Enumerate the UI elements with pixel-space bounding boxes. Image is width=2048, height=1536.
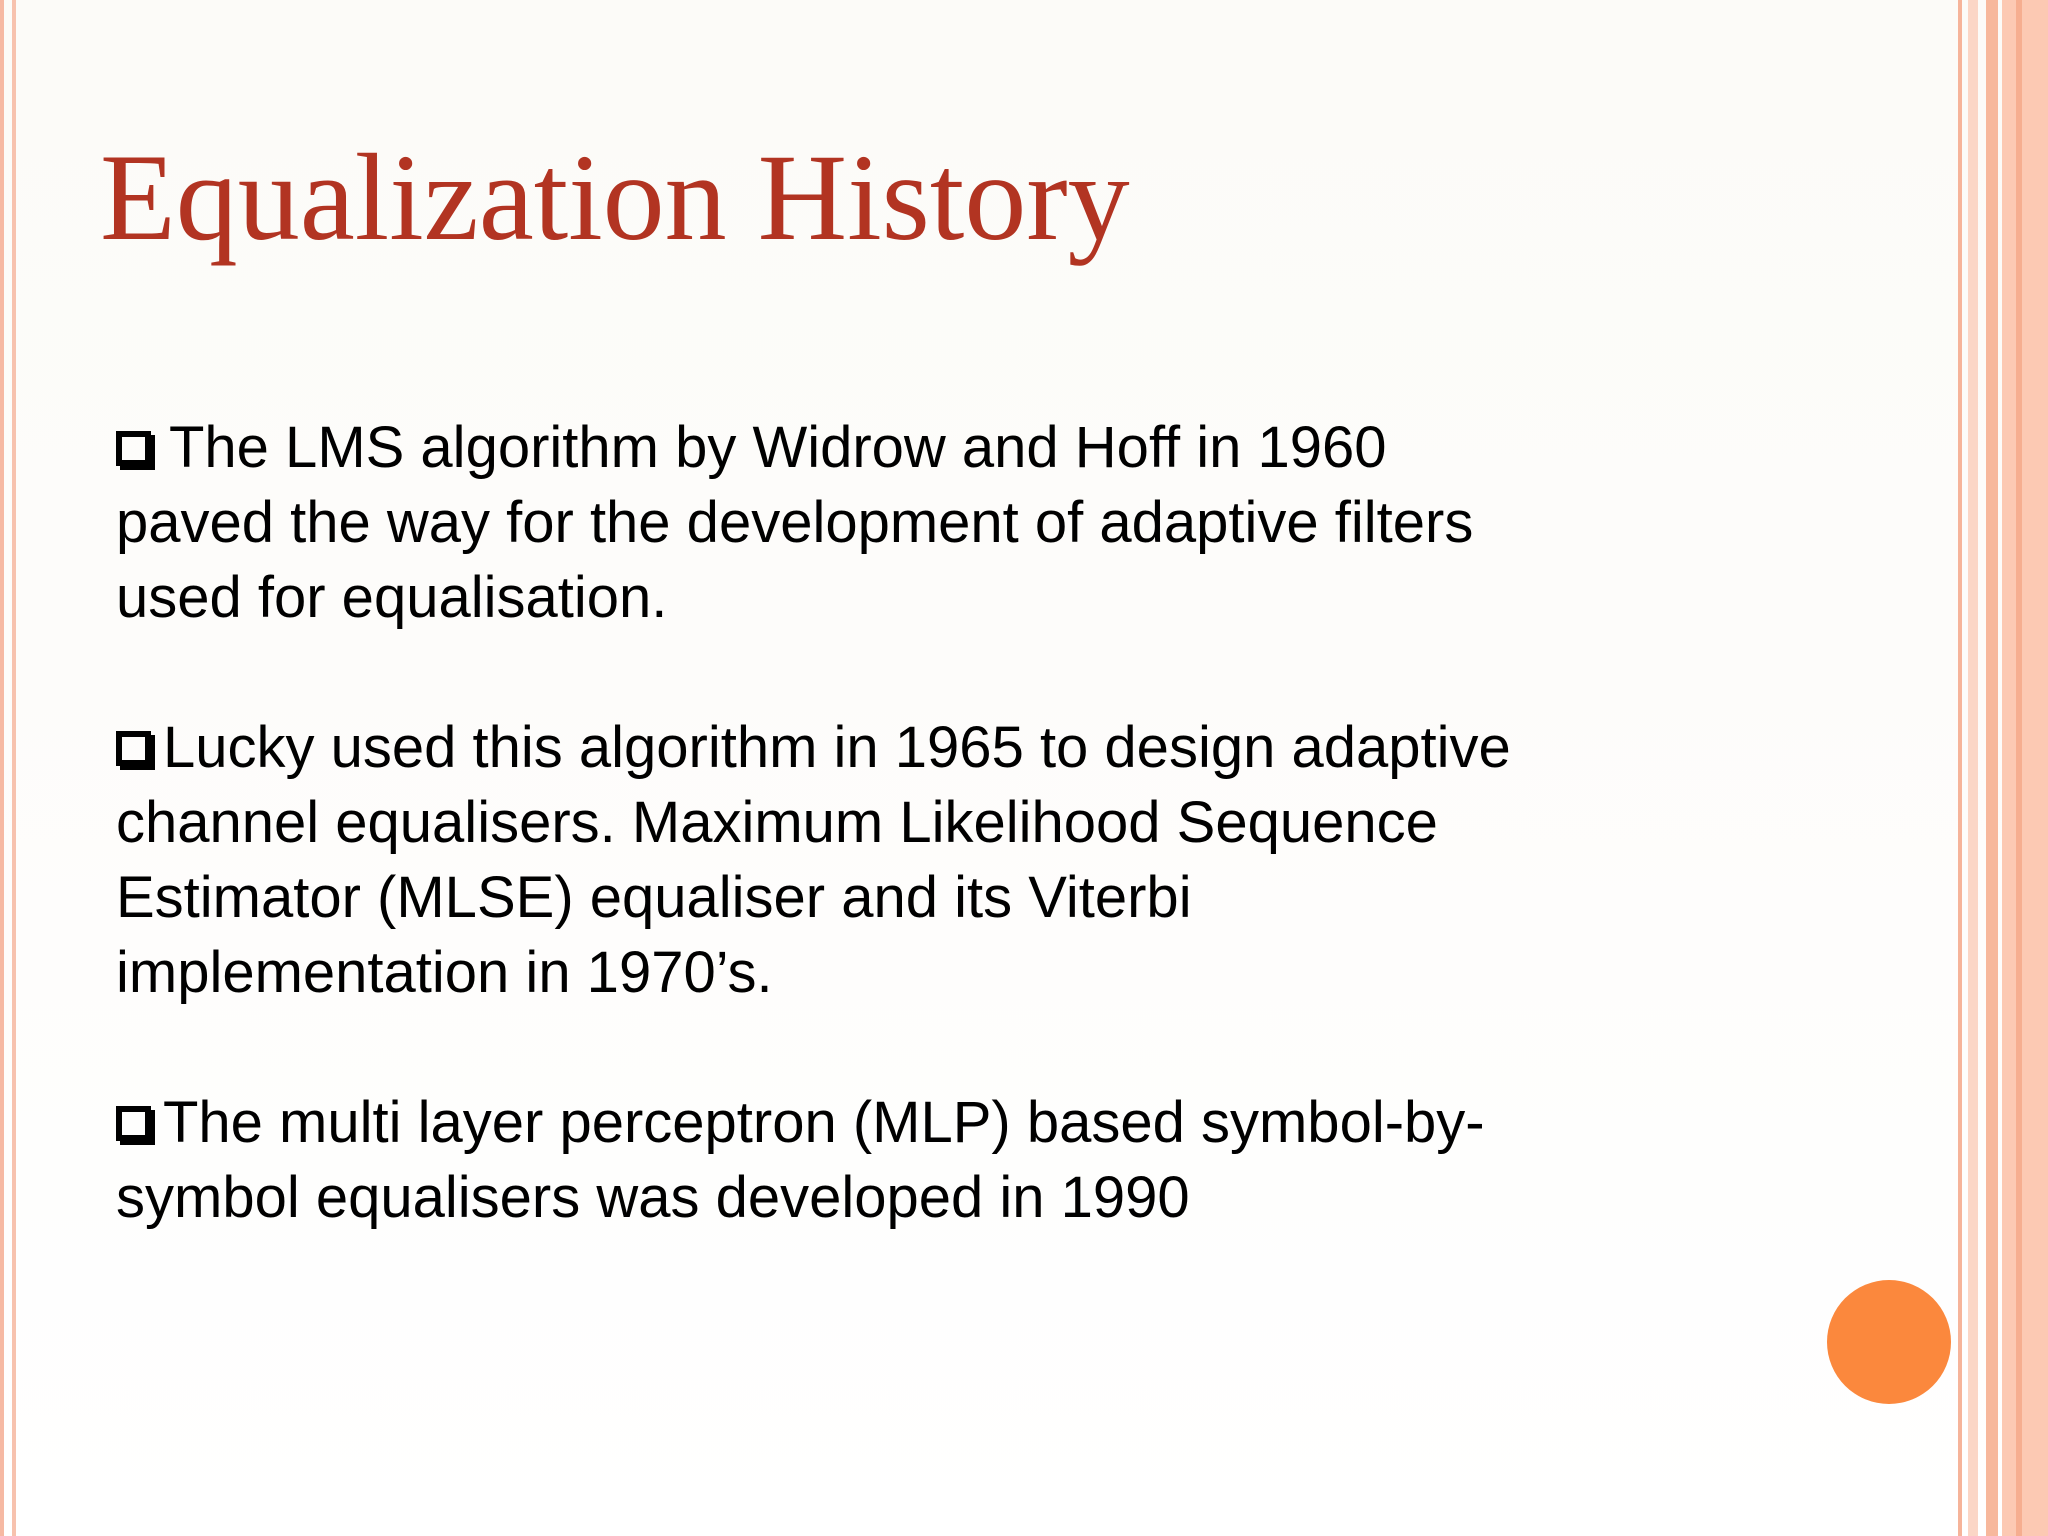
orange-circle-decoration <box>1827 1280 1951 1404</box>
bullet-text: Lucky used this algorithm in 1965 to design adaptive <box>163 715 1511 780</box>
checkbox-bullet-icon <box>116 431 151 466</box>
bullet-line: paved the way for the development of adaptive filters <box>116 490 1474 555</box>
right-border-band-2 <box>1968 0 1978 1536</box>
right-border-band-4 <box>2002 0 2048 1536</box>
right-border-band-1 <box>1958 0 1962 1536</box>
bullet-item-lucky <box>116 710 1676 1010</box>
bullet-text: The multi layer perceptron (MLP) based symbol-by- <box>163 1090 1485 1155</box>
left-border-line-outer <box>0 0 4 1536</box>
right-border-band-3 <box>1986 0 1998 1536</box>
bullet-line: implementation in 1970’s. <box>116 940 773 1005</box>
bullet-line <box>116 1085 1676 1160</box>
bullet-list <box>116 410 1676 1235</box>
checkbox-bullet-icon <box>116 731 151 766</box>
bullet-line <box>116 710 1676 785</box>
bullet-line: used for equalisation. <box>116 565 668 630</box>
bullet-line <box>116 410 1676 485</box>
bullet-line: Estimator (MLSE) equaliser and its Viterbi <box>116 865 1192 930</box>
left-border-line-inner <box>12 0 16 1536</box>
bullet-item-lms <box>116 410 1676 635</box>
slide-title: Equalization History <box>100 129 1130 266</box>
right-border-band-5 <box>2016 0 2022 1536</box>
checkbox-bullet-icon <box>116 1106 151 1141</box>
bullet-line: symbol equalisers was developed in 1990 <box>116 1165 1190 1230</box>
bullet-item-mlp <box>116 1085 1676 1235</box>
bullet-line: channel equalisers. Maximum Likelihood Sequence <box>116 790 1438 855</box>
bullet-text: The LMS algorithm by Widrow and Hoff in 1960 <box>169 415 1387 480</box>
